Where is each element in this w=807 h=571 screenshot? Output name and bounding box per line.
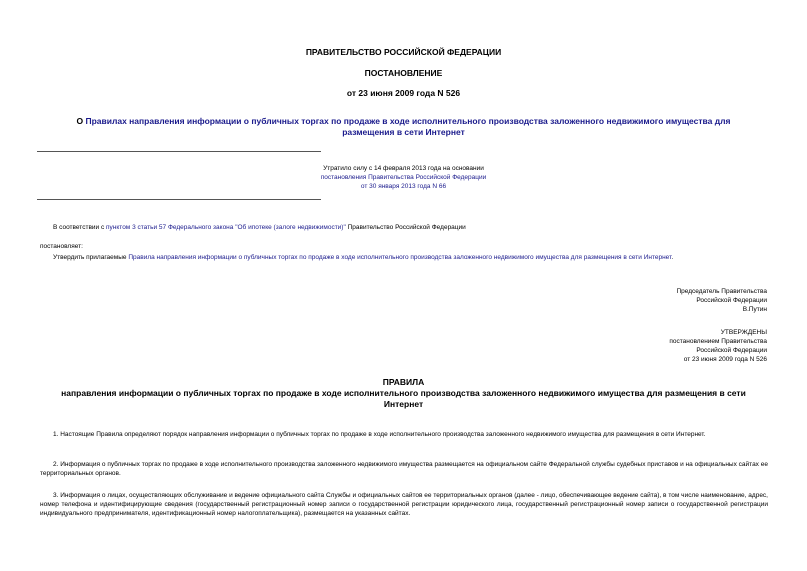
doc-type-heading: ПОСТАНОВЛЕНИЕ: [364, 68, 443, 78]
rules-subtitle: [0, 388, 807, 410]
title-link-continued[interactable]: размещения в сети Интернет: [342, 127, 465, 137]
rule-paragraph-1: 1. Настоящие Правила определяют порядок направления информации о публичных торгах по продаже в ходе исполнительного производства заложенного недвижимого имущества для размещения в сети Интернет.: [53, 431, 706, 438]
approve-suffix: .: [671, 254, 674, 261]
rules-subtitle-line1: направления информации о публичных торгах по продаже в ходе исполнительного производства заложенного недвижимого имущества для размещения в сети: [61, 388, 746, 398]
title-link[interactable]: Правилах направления информации о публичных торгах по продаже в ходе исполнительного производства заложенного недвижимого имущества для: [85, 116, 731, 126]
status-line: Утратило силу с 14 февраля 2013 года на основании: [323, 165, 484, 172]
approve-prefix: Утвердить прилагаемые: [53, 254, 129, 261]
divider-bottom: [37, 199, 321, 200]
rules-link[interactable]: Правила направления информации о публичных торгах по продаже в ходе исполнительного производства заложенного недвижимого имущества для размещения в сети Интернет: [128, 254, 672, 261]
approved-block: [669, 328, 767, 364]
decides-text: постановляет:: [40, 243, 83, 250]
approved-date: от 23 июня 2009 года N 526: [683, 356, 767, 363]
date-number-heading: от 23 июня 2009 года N 526: [346, 88, 461, 98]
rules-title: ПРАВИЛА: [382, 377, 425, 387]
preamble-prefix: В соответствии с: [53, 224, 107, 231]
rules-subtitle-line2: Интернет: [383, 399, 424, 409]
approved-label: УТВЕРЖДЕНЫ: [720, 329, 767, 336]
signature-block: [676, 287, 767, 314]
government-heading: ПРАВИТЕЛЬСТВО РОССИЙСКОЙ ФЕДЕРАЦИИ: [305, 47, 502, 57]
approved-by: постановлением Правительства: [669, 338, 767, 345]
signature-position: Председатель Правительства: [676, 288, 767, 295]
status-link-date[interactable]: от 30 января 2013 года N 66: [360, 183, 447, 190]
signature-name: В.Путин: [742, 306, 767, 313]
document-title: [0, 116, 807, 138]
approved-country: Российской Федерации: [696, 347, 767, 354]
rule-paragraph-3: 3. Информация о лицах, осуществляющих обслуживание и ведение официального сайта Службы и официальных сайтов ее территориальных органов (далее - лицо, обеспечивающее ведение сайта), в том числе наименование, адрес, номер телефона и идентифицирующие сведения (государственный регистрационный номер записи о государственной регистрации юридического лица, государственный регистрационный номер записи о государственной регистрации индивидуального предпринимателя, идентификационный номер налогоплательщика), размещается на указанных сайтах.: [40, 492, 768, 517]
title-prefix: О: [76, 116, 86, 126]
preamble-paragraph: [53, 223, 773, 232]
preamble-suffix: Правительство Российской Федерации: [345, 224, 466, 231]
approve-paragraph: [53, 253, 773, 262]
status-block: [0, 164, 807, 191]
rule-paragraph-2: 2. Информация о публичных торгах по продаже в ходе исполнительного производства заложенного недвижимого имущества размещается на официальном сайте Федеральной службы судебных приставов и на официальных сайтах ее территориальных органов.: [40, 461, 768, 477]
signature-country: Российской Федерации: [696, 297, 767, 304]
divider-top: [37, 151, 321, 152]
law-reference-link[interactable]: пунктом 3 статьи 57 Федерального закона "Об ипотеке (залоге недвижимости)": [106, 224, 346, 231]
status-link-decree[interactable]: постановления Правительства Российской Федерации: [320, 174, 487, 181]
